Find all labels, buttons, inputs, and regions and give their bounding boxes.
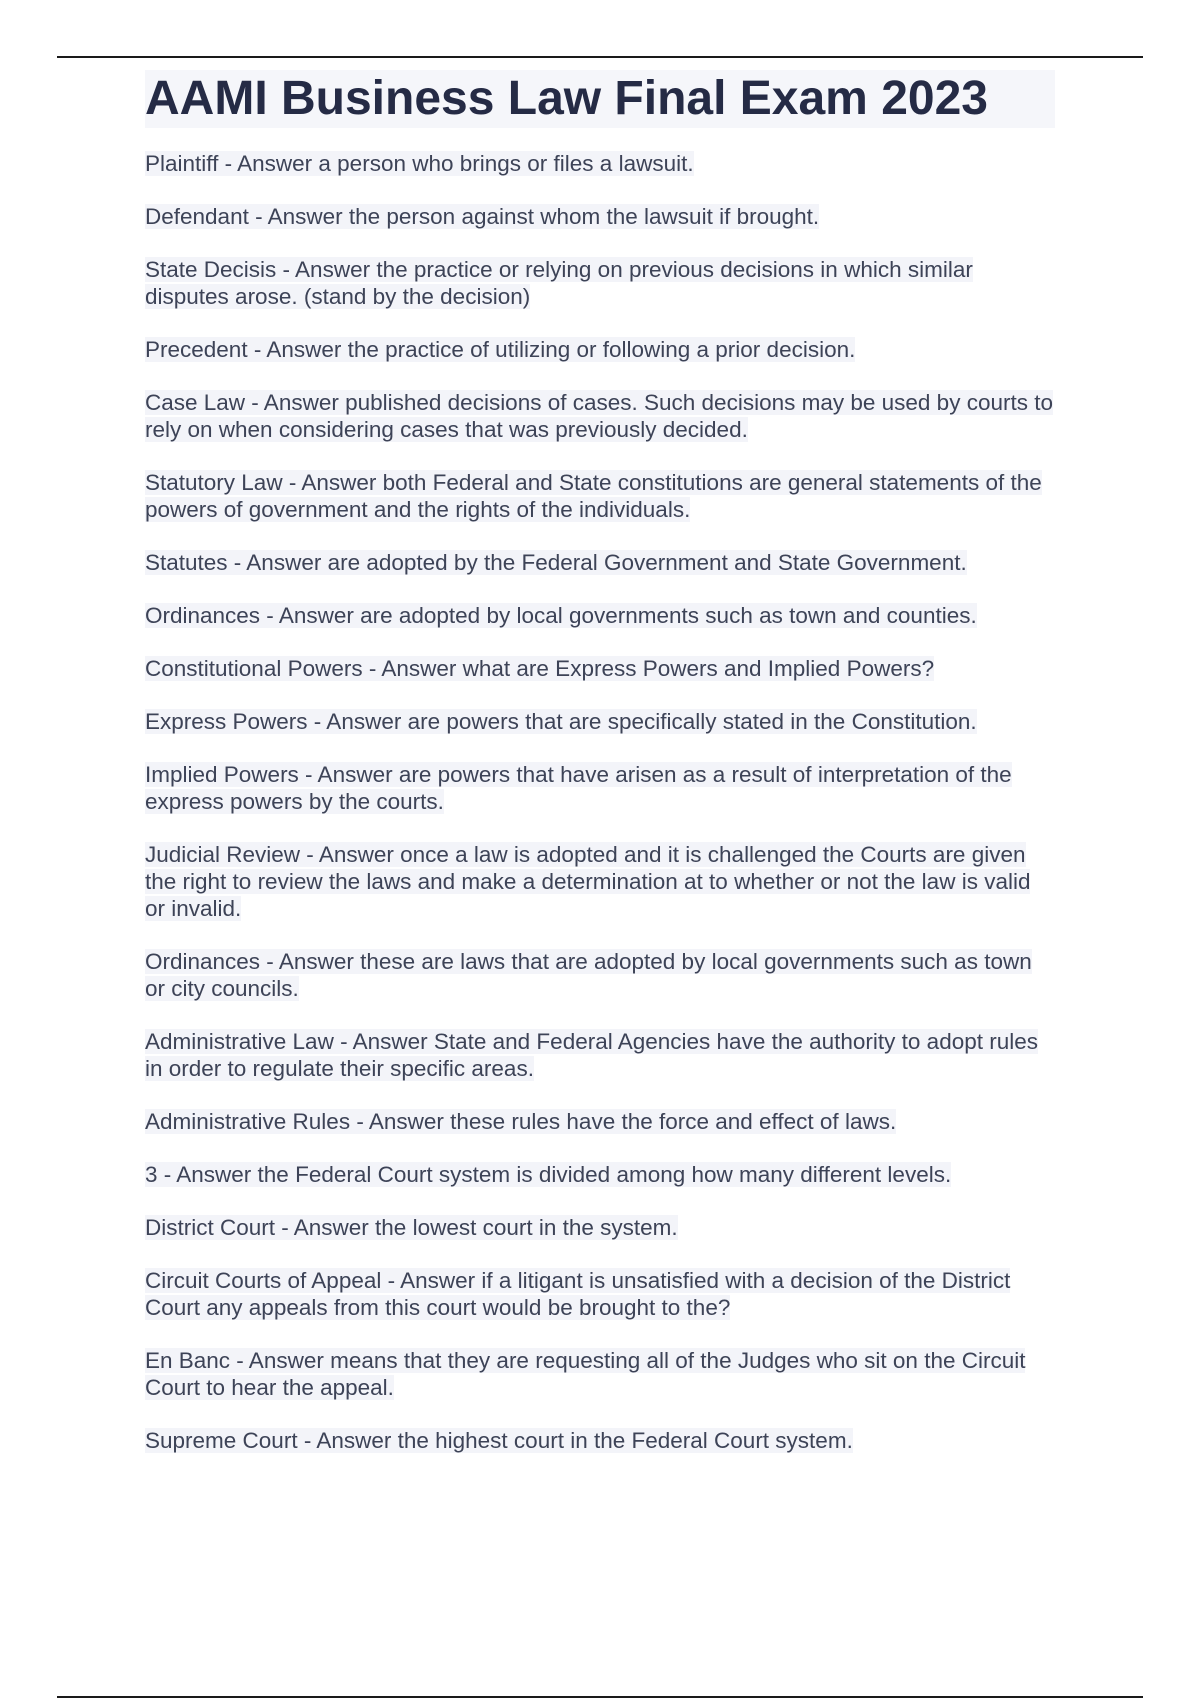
qa-text: Precedent - Answer the practice of utilizing or following a prior decision.	[145, 337, 856, 362]
qa-text: State Decisis - Answer the practice or relying on previous decisions in which similar disputes arose. (stand by the decision)	[145, 257, 973, 309]
qa-text: Judicial Review - Answer once a law is adopted and it is challenged the Courts are given the right to review the laws and make a determination at to whether or not the law is valid or invalid.	[145, 842, 1031, 921]
qa-item	[145, 655, 1055, 682]
qa-text: Circuit Courts of Appeal - Answer if a litigant is unsatisfied with a decision of the District Court any appeals from this court would be brought to the?	[145, 1268, 1011, 1320]
document-title: AAMI Business Law Final Exam 2023	[145, 70, 1055, 128]
qa-text: Ordinances - Answer these are laws that are adopted by local governments such as town or city councils.	[145, 949, 1032, 1001]
qa-item	[145, 708, 1055, 735]
qa-item	[145, 1427, 1055, 1454]
qa-item	[145, 948, 1055, 1002]
qa-item	[145, 841, 1055, 922]
qa-text: Case Law - Answer published decisions of cases. Such decisions may be used by courts to rely on when considering cases that was previously decided.	[145, 390, 1053, 442]
qa-item	[145, 203, 1055, 230]
qa-text: Supreme Court - Answer the highest court in the Federal Court system.	[145, 1428, 853, 1453]
qa-text: Express Powers - Answer are powers that are specifically stated in the Constitution.	[145, 709, 977, 734]
qa-item	[145, 1108, 1055, 1135]
qa-item	[145, 1214, 1055, 1241]
qa-text: 3 - Answer the Federal Court system is divided among how many different levels.	[145, 1162, 952, 1187]
qa-item	[145, 1161, 1055, 1188]
bottom-rule	[57, 1696, 1143, 1698]
qa-text: Administrative Rules - Answer these rules have the force and effect of laws.	[145, 1109, 897, 1134]
qa-text: Statutes - Answer are adopted by the Federal Government and State Government.	[145, 550, 967, 575]
qa-item	[145, 761, 1055, 815]
qa-item	[145, 549, 1055, 576]
qa-item	[145, 602, 1055, 629]
qa-item	[145, 1347, 1055, 1401]
qa-text: Implied Powers - Answer are powers that have arisen as a result of interpretation of the express powers by the courts.	[145, 762, 1012, 814]
qa-item	[145, 1267, 1055, 1321]
qa-text: Defendant - Answer the person against whom the lawsuit if brought.	[145, 204, 820, 229]
qa-text: Statutory Law - Answer both Federal and State constitutions are general statements of the powers of government and the rights of the individuals.	[145, 470, 1042, 522]
qa-text: District Court - Answer the lowest court in the system.	[145, 1215, 678, 1240]
document-body	[145, 70, 1055, 1480]
qa-item	[145, 150, 1055, 177]
qa-item	[145, 1028, 1055, 1082]
qa-item	[145, 469, 1055, 523]
qa-item	[145, 336, 1055, 363]
qa-item	[145, 256, 1055, 310]
qa-text: Constitutional Powers - Answer what are Express Powers and Implied Powers?	[145, 656, 935, 681]
qa-text: Plaintiff - Answer a person who brings or files a lawsuit.	[145, 151, 694, 176]
top-rule	[57, 56, 1143, 58]
qa-text: Ordinances - Answer are adopted by local governments such as town and counties.	[145, 603, 977, 628]
qa-item	[145, 389, 1055, 443]
qa-list	[145, 150, 1055, 1454]
qa-text: Administrative Law - Answer State and Federal Agencies have the authority to adopt rules in order to regulate their specific areas.	[145, 1029, 1039, 1081]
qa-text: En Banc - Answer means that they are requesting all of the Judges who sit on the Circuit Court to hear the appeal.	[145, 1348, 1026, 1400]
